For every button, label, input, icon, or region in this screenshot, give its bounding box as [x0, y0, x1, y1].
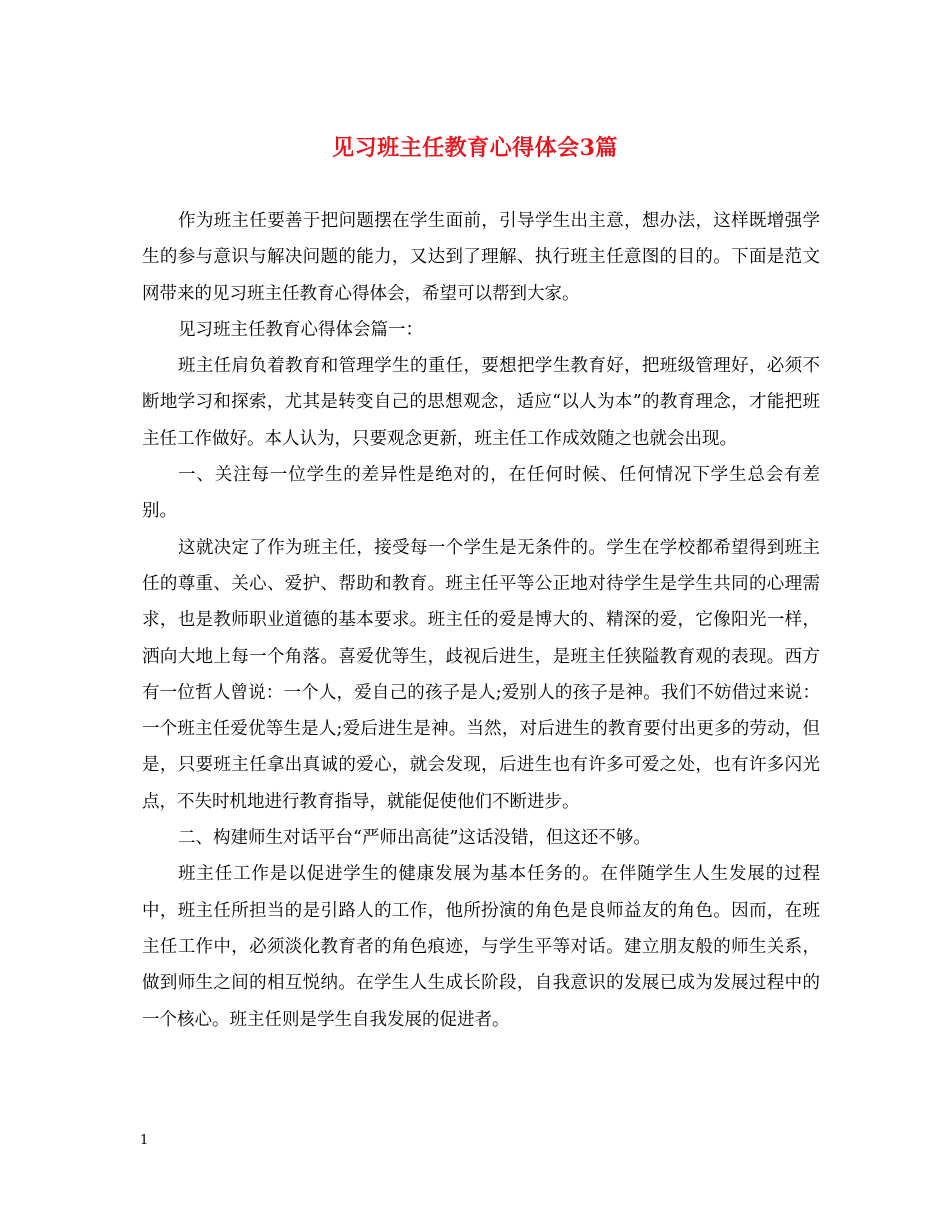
paragraph-care-for-students: 这就决定了作为班主任，接受每一个学生是无条件的。学生在学校都希望得到班主任的尊重、关心、爱护、帮助和教育。班主任平等公正地对待学生是学生共同的心理需求，也是教师职业道德的基本要求。班主任的爱是博大的、精深的爱，它像阳光一样，洒向大地上每一个角落。喜爱优等生，歧视后进生，是班主任狭隘教育观的表现。西方有一位哲人曾说：一个人，爱自己的孩子是人;爱别人的孩子是神。我们不妨借过来说：一个班主任爱优等生是人;爱后进生是神。当然，对后进生的教育要付出更多的劳动，但是，只要班主任拿出真诚的爱心，就会发现，后进生也有许多可爱之处，也有许多闪光点，不失时机地进行教育指导，就能促使他们不断进步。 [142, 537, 820, 812]
page-number: 1 [140, 1133, 149, 1148]
paragraph-dialogue-platform: 班主任工作是以促进学生的健康发展为基本任务的。在伴随学生人生发展的过程中，班主任所担当的是引路人的工作，他所扮演的角色是良师益友的角色。因而，在班主任工作中，必须淡化教育者的角色痕迹，与学生平等对话。建立朋友般的师生关系，做到师生之间的相互悦纳。在学生人生成长阶段，自我意识的发展已成为发展过程中的一个核心。班主任则是学生自我发展的促进者。 [142, 864, 820, 1030]
paragraph-intro: 作为班主任要善于把问题摆在学生面前，引导学生出主意，想办法，这样既增强学生的参与意识与解决问题的能力，又达到了理解、执行班主任意图的目的。下面是范文网带来的见习班主任教育心得体会，希望可以帮到大家。 [142, 211, 820, 304]
paragraph-heading-part-one: 见习班主任教育心得体会篇一： [178, 319, 423, 340]
document-body [142, 203, 820, 1038]
paragraph-section-two-heading: 二、构建师生对话平台“严师出高徒”这话没错，但这还不够。 [178, 828, 651, 849]
paragraph-responsibility: 班主任肩负着教育和管理学生的重任，要想把学生教育好，把班级管理好，必须不断地学习和探索，尤其是转变自己的思想观念，适应“以人为本”的教育理念，才能把班主任工作做好。本人认为，只要观念更新，班主任工作成效随之也就会出现。 [142, 356, 820, 449]
paragraph-section-one-heading: 一、关注每一位学生的差异性是绝对的，在任何时候、任何情况下学生总会有差别。 [142, 465, 820, 522]
document-title: 见习班主任教育心得体会3篇 [332, 135, 618, 161]
